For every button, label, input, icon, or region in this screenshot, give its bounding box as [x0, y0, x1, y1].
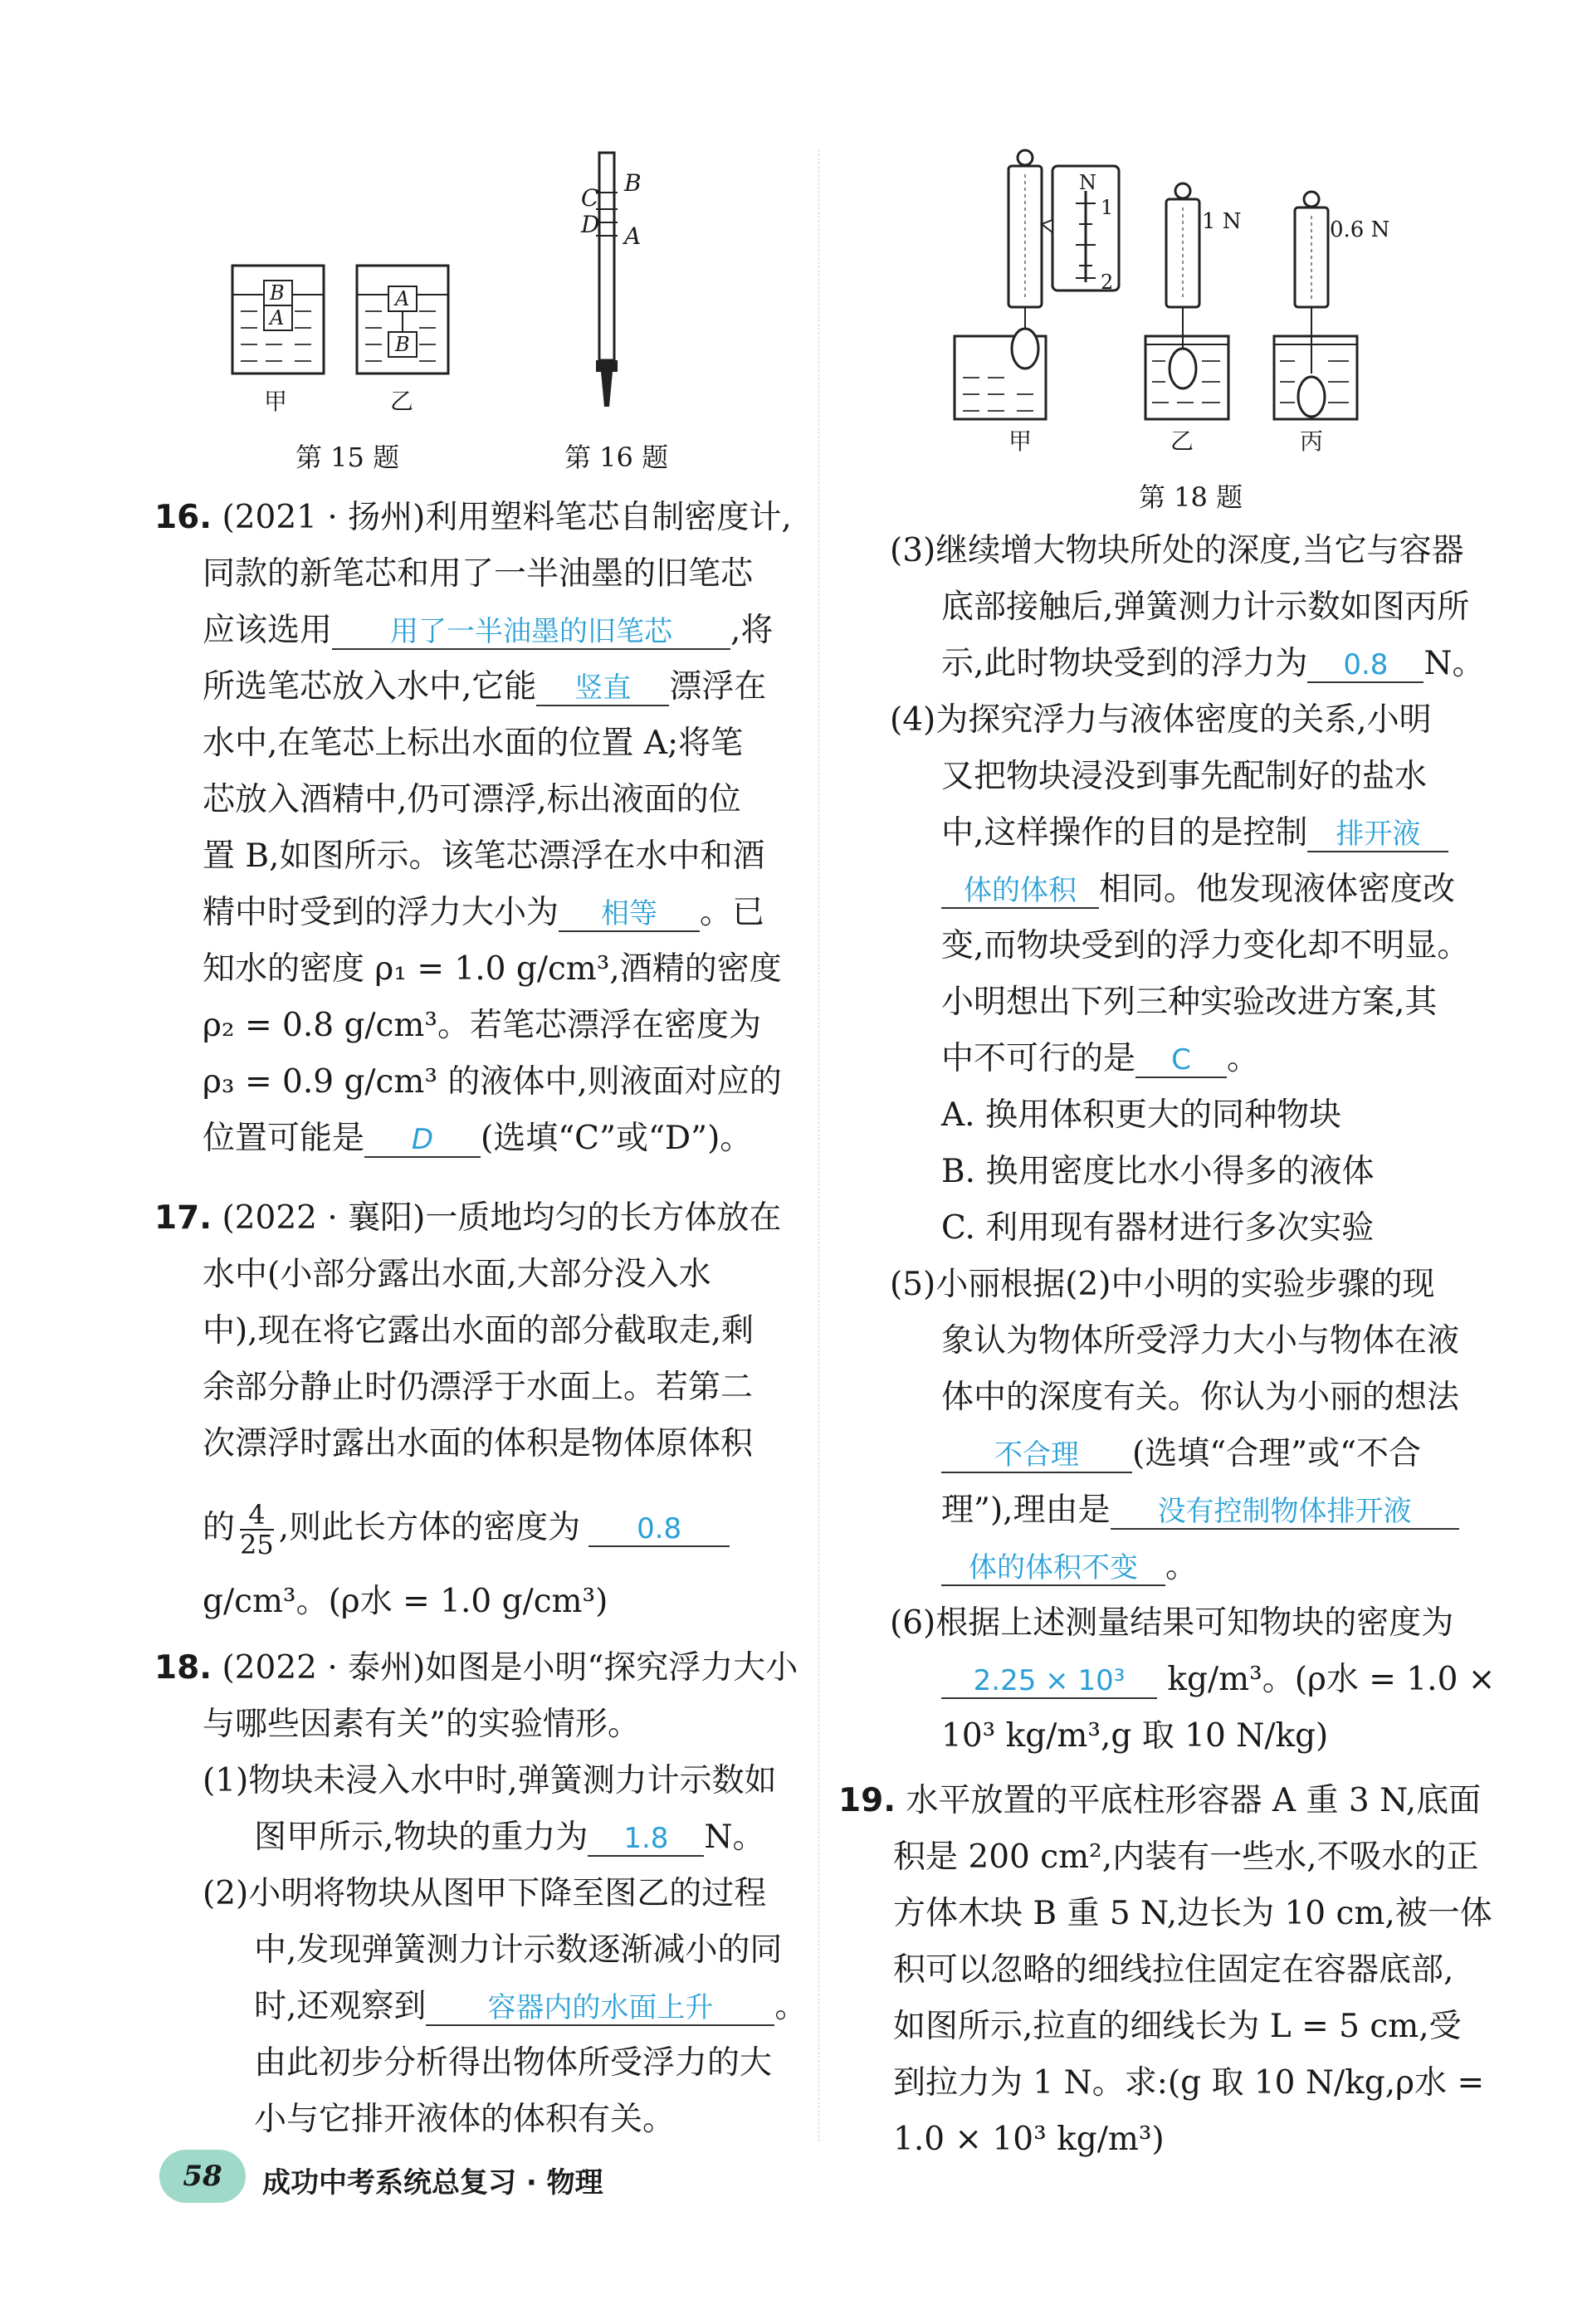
q18-line-4b: N。 [704, 1819, 765, 1856]
q18c-line-14: (选填“合理”或“不合 [1132, 1435, 1422, 1472]
fig16-mark-d: D [581, 211, 600, 238]
q17-number: 17. [154, 1199, 212, 1237]
q18c-answer-3: 0.8 [1307, 648, 1424, 683]
q17-fraction [240, 1501, 274, 1559]
q16-line-12b: (选填“C”或“D”)。 [481, 1120, 753, 1157]
fig16-mark-c: C [581, 184, 599, 212]
q19-line-3: 方体木块 B 重 5 N,边长为 10 cm,被一体 [893, 1895, 1492, 1932]
q16-line-4a: 所选笔芯放入水中,它能 [203, 668, 537, 706]
q18c-answer-5b: 没有控制物体排开液 [1111, 1495, 1459, 1530]
figure-18-spring-scales [938, 141, 1403, 423]
q16-line-9: 知水的密度 ρ₁ = 1.0 g/cm³,酒精的密度 [203, 950, 782, 988]
q17-line-7: g/cm³。(ρ水 = 1.0 g/cm³) [203, 1583, 608, 1620]
q16-answer-1: 用了一半油墨的旧笔芯 [332, 615, 730, 650]
fig15-label-b2: B [395, 333, 410, 356]
q16-line-3a: 应该选用 [203, 612, 333, 649]
fig15-label-yi: 乙 [390, 388, 414, 415]
q18-line-4a: 图甲所示,物块的重力为 [254, 1819, 588, 1856]
q16-answer-2: 竖直 [536, 671, 669, 706]
q18c-line-19: 10³ kg/m³,g 取 10 N/kg) [941, 1717, 1329, 1755]
q17-answer-1: 0.8 [588, 1512, 730, 1547]
fig15-label-b1: B [270, 281, 285, 305]
q17-line-1: (2022 · 襄阳)一质地均匀的长方体放在 [222, 1199, 782, 1237]
q18c-answer-4a: 排开液 [1307, 818, 1448, 852]
q18c-line-9: 小明想出下列三种实验改进方案,其 [941, 984, 1438, 1021]
q18c-line-15: 理”),理由是 [941, 1492, 1111, 1529]
q18c-line-13: 体中的深度有关。你认为小丽的想法 [941, 1379, 1460, 1416]
q16-line-12a: 位置可能是 [203, 1120, 365, 1157]
q16-answer-3: 相等 [559, 897, 700, 932]
q18c-line-1: (3)继续增大物块所处的深度,当它与容器 [890, 532, 1464, 569]
q17-fraction-den: 25 [240, 1529, 274, 1560]
q18c-line-11: (5)小丽根据(2)中小明的实验步骤的现 [890, 1266, 1435, 1303]
fig15-caption: 第 15 题 [295, 442, 400, 473]
q18c-line-17: (6)根据上述测量结果可知物块的密度为 [890, 1604, 1454, 1642]
fig16-mark-b: B [624, 169, 642, 197]
q18-line-6: 中,发现弹簧测力计示数逐渐减小的同 [254, 1931, 783, 1969]
q18c-line-10a: 中不可行的是 [941, 1040, 1136, 1077]
q18c-answer-6: 2.25 × 10³ [941, 1664, 1157, 1699]
fig18-label-jia: 甲 [1008, 427, 1033, 455]
q16-line-4b: 漂浮在 [669, 668, 767, 706]
q17-line-6a: 的 [203, 1509, 236, 1546]
fig18-reading-yi: 1 N [1202, 209, 1242, 234]
q18c-line-16: 。 [1165, 1548, 1199, 1585]
q17-line-4: 余部分静止时仍漂浮于水面上。若第二 [203, 1369, 754, 1406]
q18c-answer-4c: C [1135, 1043, 1227, 1078]
fig18-caption: 第 18 题 [1139, 481, 1243, 513]
figure-15-beakers [224, 249, 457, 423]
q18-line-7b: 。 [774, 1988, 808, 2025]
q18-line-9: 小与它排开液体的体积有关。 [254, 2101, 676, 2138]
q17-line-2: 水中(小部分露出水面,大部分没入水 [203, 1256, 711, 1293]
q18c-option-a: A. 换用体积更大的同种物块 [941, 1096, 1341, 1134]
fig18-inset-1: 1 [1101, 196, 1114, 219]
q18-line-8: 由此初步分析得出物体所受浮力的大 [254, 2044, 773, 2082]
q16-line-2: 同款的新笔芯和用了一半油墨的旧笔芯 [203, 555, 754, 593]
q18-number: 18. [154, 1649, 212, 1687]
q19-line-5: 如图所示,拉直的细线长为 L = 5 cm,受 [893, 2008, 1462, 2045]
fig18-inset-n: N [1079, 171, 1096, 194]
column-divider [818, 149, 819, 2141]
q18c-line-8: 变,而物块受到的浮力变化却不明显。 [941, 927, 1470, 964]
beaker-yi [357, 266, 448, 374]
book-title: 成功中考系统总复习 · 物理 [262, 2166, 603, 2200]
q18-line-3: (1)物块未浸入水中时,弹簧测力计示数如 [203, 1762, 777, 1799]
q17-line-6b: ,则此长方体的密度为 [278, 1509, 581, 1546]
q18c-line-18: kg/m³。(ρ水 = 1.0 × [1167, 1661, 1496, 1698]
q19-line-4: 积可以忽略的细线拉住固定在容器底部, [893, 1951, 1454, 1989]
q16-line-5: 水中,在笔芯上标出水面的位置 A;将笔 [203, 725, 744, 762]
q18-line-5: (2)小明将物块从图甲下降至图乙的过程 [203, 1875, 767, 1912]
fig15-label-a2: A [395, 287, 410, 310]
fig18-label-yi: 乙 [1170, 427, 1194, 455]
q18c-line-7: 相同。他发现液体密度改 [1099, 871, 1456, 908]
fig18-reading-bing: 0.6 N [1330, 217, 1390, 242]
q16-answer-4: D [364, 1123, 481, 1158]
q19-line-2: 积是 200 cm²,内装有一些水,不吸水的正 [893, 1838, 1479, 1876]
q18c-line-10b: 。 [1227, 1040, 1260, 1077]
q19-line-6: 到拉力为 1 N。求:(g 取 10 N/kg,ρ水 = [893, 2064, 1485, 2102]
q18c-line-5: 又把物块浸没到事先配制好的盐水 [941, 758, 1428, 795]
q16-line-3b: ,将 [730, 612, 774, 649]
q18-answer-1: 1.8 [588, 1822, 704, 1857]
q18-line-7a: 时,还观察到 [254, 1988, 427, 2025]
q16-line-8a: 精中时受到的浮力大小为 [203, 894, 559, 931]
q19-line-7: 1.0 × 10³ kg/m³) [893, 2121, 1165, 2158]
q18c-answer-5c: 体的体积不变 [941, 1551, 1165, 1586]
q16-line-7: 置 B,如图所示。该笔芯漂浮在水中和酒 [203, 837, 765, 875]
q18-line-2: 与哪些因素有关”的实验情形。 [203, 1706, 640, 1743]
q17-fraction-num: 4 [240, 1501, 274, 1531]
q18c-answer-4b: 体的体积 [941, 874, 1099, 909]
q17-line-5: 次漂浮时露出水面的体积是物体原体积 [203, 1425, 754, 1462]
q18-line-1: (2022 · 泰州)如图是小明“探究浮力大小 [222, 1649, 798, 1687]
fig15-label-jia: 甲 [264, 388, 288, 415]
q16-line-1: (2021 · 扬州)利用塑料笔芯自制密度计, [222, 499, 792, 536]
q16-line-6: 芯放入酒精中,仍可漂浮,标出液面的位 [203, 781, 741, 818]
q16-line-10: ρ₂ = 0.8 g/cm³。若笔芯漂浮在密度为 [203, 1007, 762, 1044]
q18c-line-6a: 中,这样操作的目的是控制 [941, 814, 1308, 852]
fig18-inset-2: 2 [1101, 271, 1114, 294]
fig15-label-a1: A [270, 306, 285, 330]
q18c-line-3a: 示,此时物块受到的浮力为 [941, 645, 1308, 682]
q18-answer-2: 容器内的水面上升 [426, 1991, 774, 2026]
q18c-line-4: (4)为探究浮力与液体密度的关系,小明 [890, 701, 1432, 739]
fig16-caption: 第 16 题 [564, 442, 669, 473]
q16-line-8b: 。已 [700, 894, 765, 931]
q17-line-3: 中),现在将它露出水面的部分截取走,剩 [203, 1312, 754, 1350]
fig18-label-bing: 丙 [1300, 427, 1324, 455]
q19-line-1: 水平放置的平底柱形容器 A 重 3 N,底面 [906, 1782, 1482, 1819]
page-number-badge: 58 [159, 2150, 246, 2203]
q18c-line-2: 底部接触后,弹簧测力计示数如图丙所 [941, 588, 1470, 626]
q18c-answer-5a: 不合理 [941, 1438, 1132, 1473]
q18c-option-b: B. 换用密度比水小得多的液体 [941, 1153, 1375, 1190]
fig16-mark-a: A [624, 222, 642, 250]
q16-number: 16. [154, 499, 212, 536]
q18c-line-3b: N。 [1424, 645, 1485, 682]
q18c-line-12: 象认为物体所受浮力大小与物体在液 [941, 1322, 1460, 1360]
q18c-option-c: C. 利用现有器材进行多次实验 [941, 1209, 1375, 1247]
q19-number: 19. [838, 1782, 896, 1819]
q16-line-11: ρ₃ = 0.9 g/cm³ 的液体中,则液面对应的 [203, 1063, 782, 1101]
